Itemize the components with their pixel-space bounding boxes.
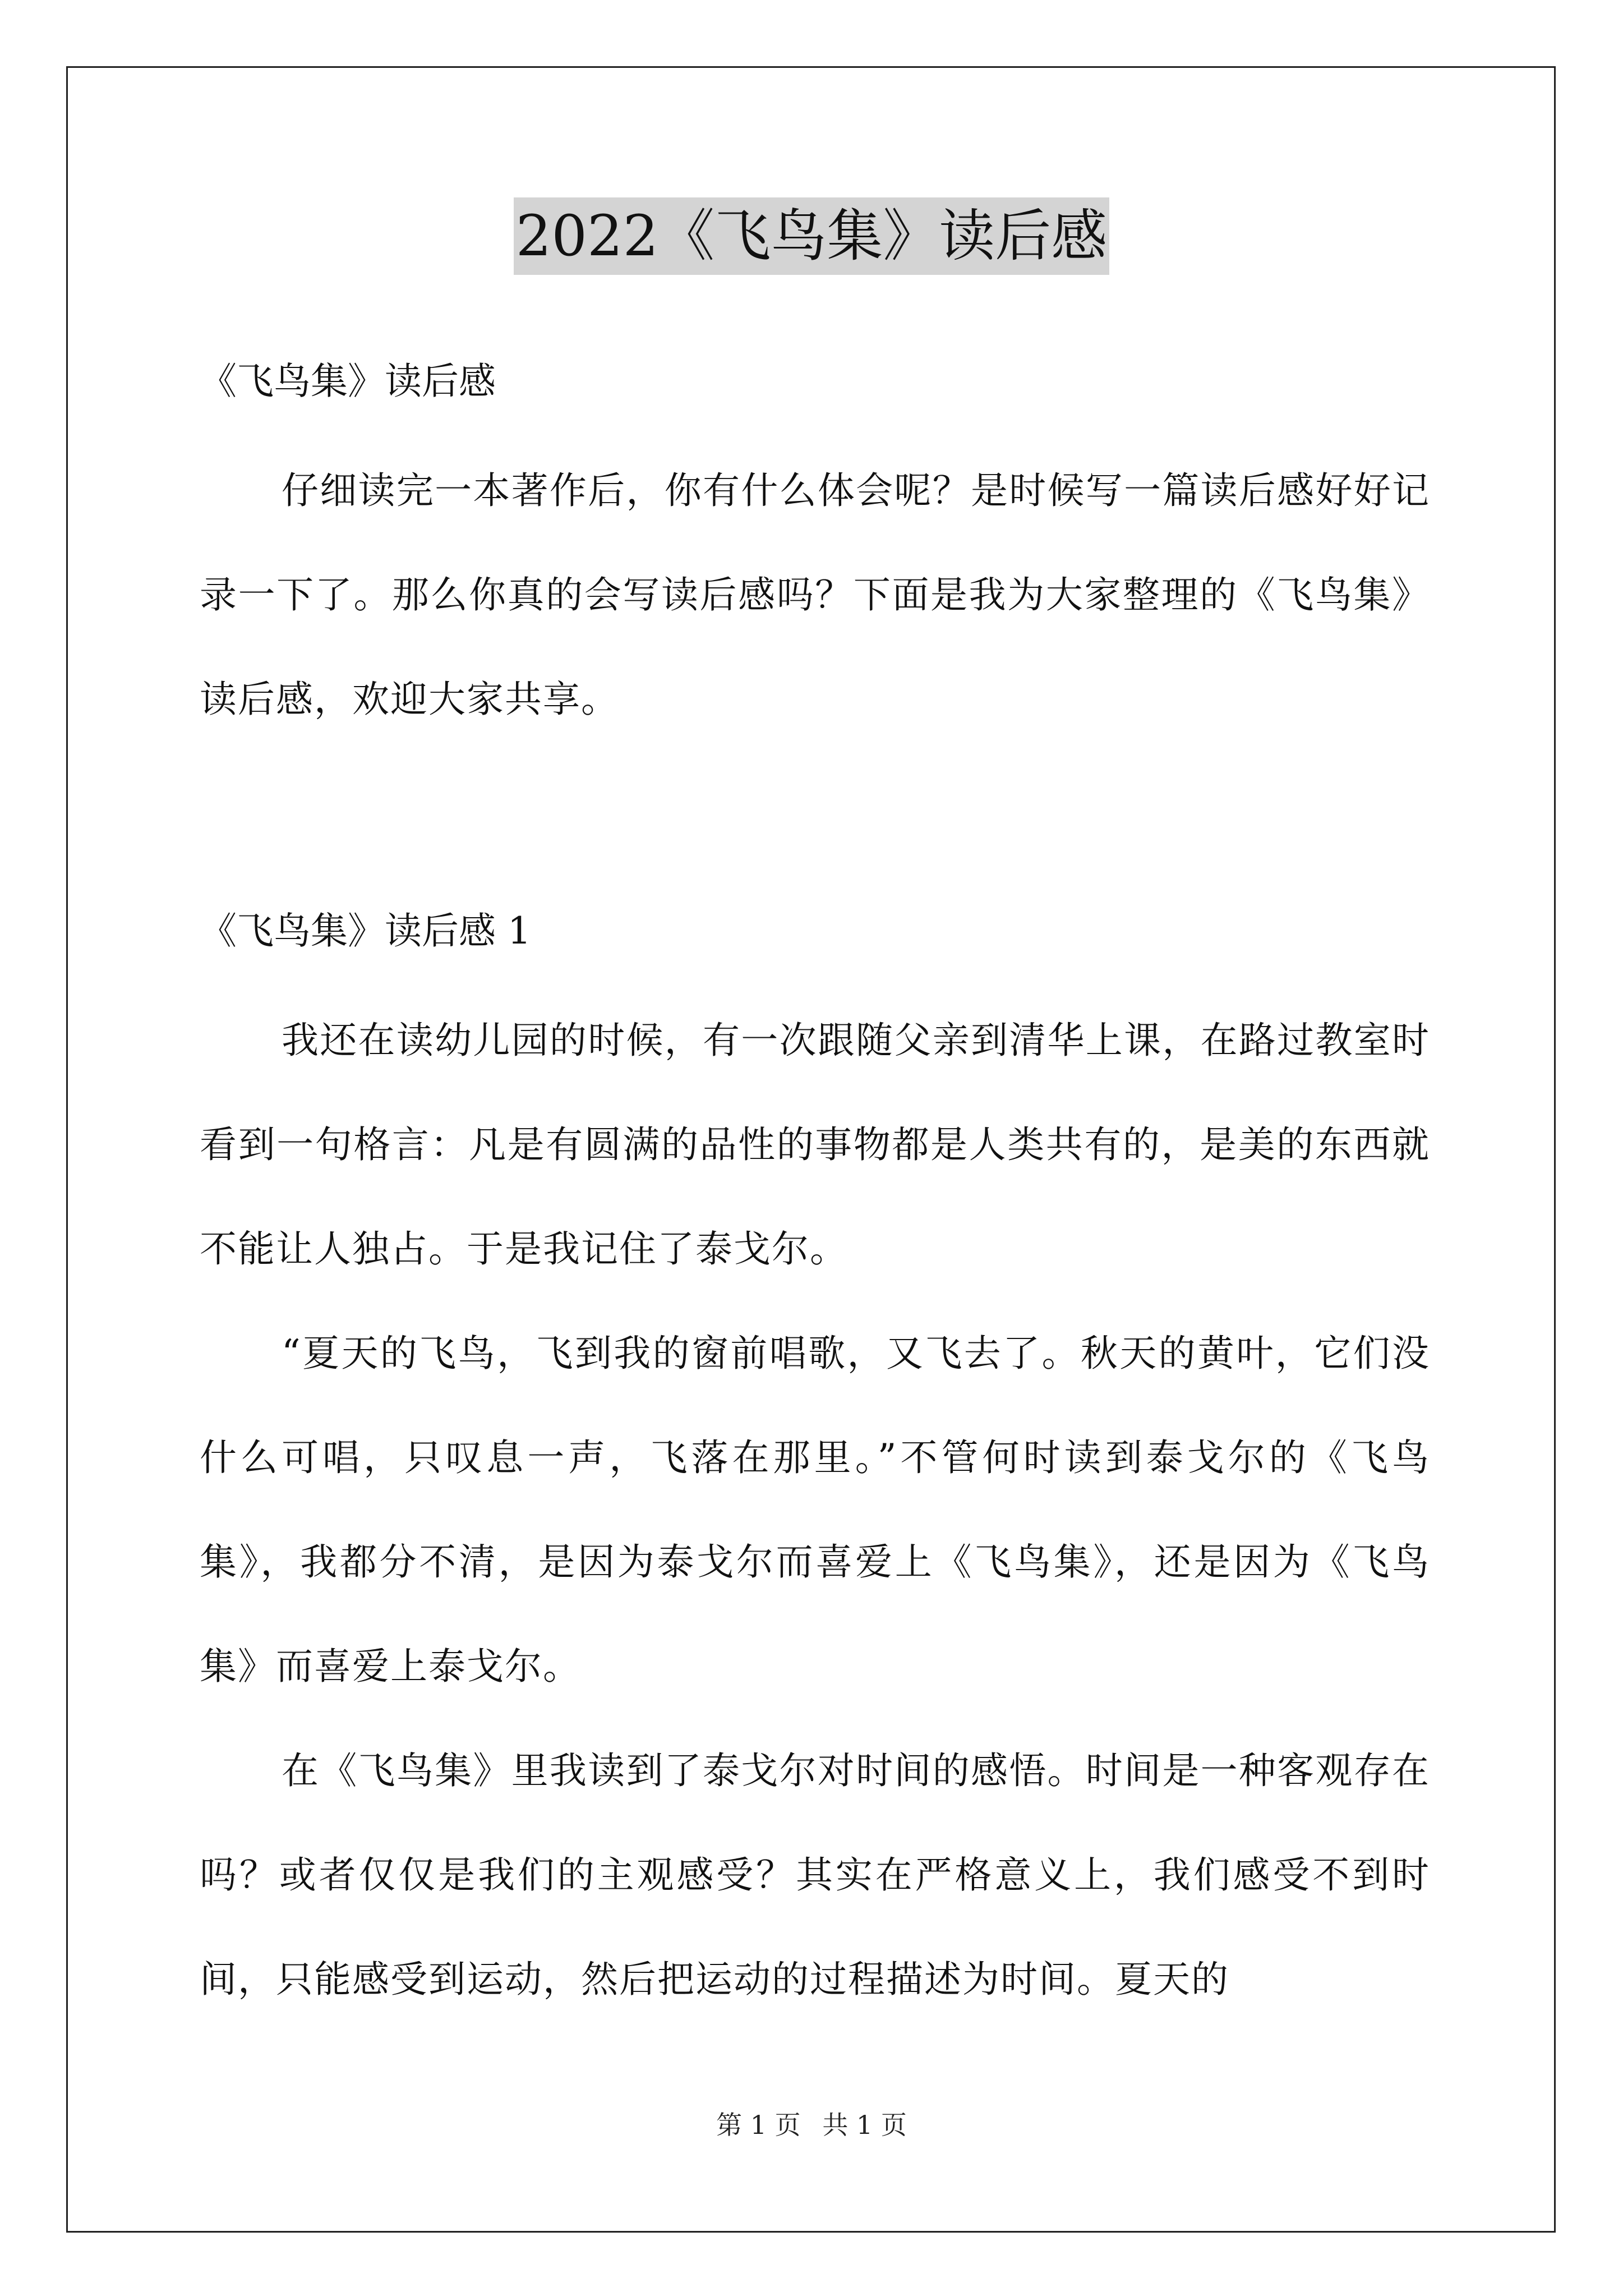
body-paragraph-3: 在《飞鸟集》里我读到了泰戈尔对时间的感悟。时间是一种客观存在吗？或者仅仅是我们的主观感受？其实在严格意义上，我们感受不到时间，只能感受到运动，然后把运动的过程描述为时间。夏天的 (200, 1749, 1430, 2001)
page-total: 共 1 页 (822, 2110, 907, 2140)
section-heading: 《飞鸟集》读后感 1 (200, 909, 531, 953)
intro-heading: 《飞鸟集》读后感 (200, 360, 496, 403)
spacer (200, 970, 1430, 988)
page-number: 第 1 页 (716, 2110, 801, 2140)
intro-paragraph: 仔细读完一本著作后，你有什么体会呢？是时候写一篇读后感好好记录一下了。那么你真的会写读后感吗？下面是我为大家整理的《飞鸟集》读后感，欢迎大家共享。 (200, 469, 1430, 721)
page-footer (0, 2108, 1623, 2142)
spacer (200, 421, 1430, 439)
title-container (0, 197, 1623, 275)
document-body (200, 342, 1430, 2032)
body-paragraph-2: “夏天的飞鸟，飞到我的窗前唱歌，又飞去了。秋天的黄叶，它们没什么可唱，只叹息一声，飞落在那里。”不管何时读到泰戈尔的《飞鸟集》，我都分不清，是因为泰戈尔而喜爱上《飞鸟集》，还是因为《飞鸟集》而喜爱上泰戈尔。 (200, 1332, 1430, 1688)
spacer (200, 752, 1430, 892)
body-paragraph-1: 我还在读幼儿园的时候，有一次跟随父亲到清华上课，在路过教室时看到一句格言：凡是有圆满的品性的事物都是人类共有的，是美的东西就不能让人独占。于是我记住了泰戈尔。 (200, 1019, 1430, 1271)
document-title: 2022《飞鸟集》读后感 (514, 197, 1110, 275)
